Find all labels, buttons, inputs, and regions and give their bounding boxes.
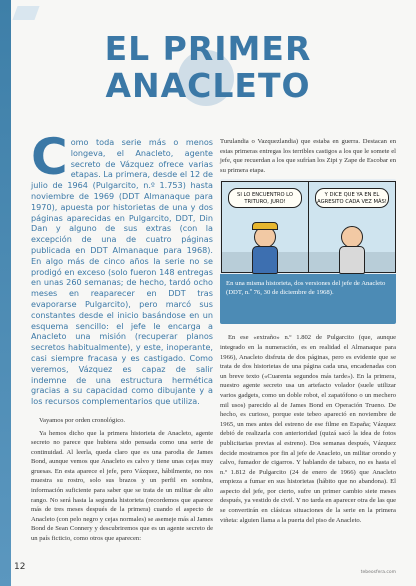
site-credit: tebeosfera.com xyxy=(360,570,396,575)
comic-panel-1 xyxy=(221,181,309,273)
lead-text: omo toda serie más o menos longeva, el Anacleto, agente secreto de Vázquez ofrece varias etapas. La primera, desde el 12 de julio de 1964 (Pulgarcito, n.º 1.753) hasta noviembre de 1969 (DDT Almanaque para 1970), apuesta por historietas de una y dos páginas aparecidas en Pulgarcito, DDT, Din Dan y alguno de sus extras (con la excepción de una de cuatro páginas publicada en DDT Almanaque para 1968). En algo más de cinco años la serie no se prodigó en exceso (solo fueron 148 entregas en unas 260 semanas; de hecho, tardó ocho meses en reaparecer en DDT tras evaporarse Pulgarcito), pero marcó sus constantes desde el inicio basándose en un esquema sencillo: el jefe le encarga a Anacleto una misión (recuperar planos secretos habitualmente), y este, inoperante, casi siempre fracasa y es castigado. Como veremos, Vázquez es capaz de salir indemne de una estructura hermética gracias a su capacidad como dibujante y a los recursos complementarios que utiliza. xyxy=(31,137,213,407)
corner-decoration xyxy=(12,6,39,20)
left-column xyxy=(31,128,213,547)
lead-paragraph xyxy=(31,128,213,407)
page-title xyxy=(0,30,416,104)
body-paragraph: Turulandia o Vazquezlandia) que estaba en guerra. Destacan en estas primeras entregas los terribles castigos a los que le somete el jefe, que recuerdan a los que sufrían los Zipi y Zape de Escobar en su primera etapa. xyxy=(220,138,396,174)
title-line-2: ANACLETO xyxy=(105,66,311,105)
title-line-1: EL PRIMER xyxy=(104,29,312,68)
title-block xyxy=(0,30,416,104)
speech-balloon: SI LO ENCUENTRO LO TRITURO, JURO! xyxy=(228,188,302,208)
right-column xyxy=(220,137,396,528)
body-paragraph: Ya hemos dicho que la primera historieta de Anacleto, agente secreto no parece que hubiera sido pensada como una serie de continuidad. Al leerla, queda claro que es una parodia de James Bond, aunque vemos que Anacleto es calvo y tiene unas cejas muy gruesas. En esta aparece el jefe, pero Vázquez, hábilmente, no nos muestra su rostro, solo sus brazos y un perfil en sombra, información suficiente para saber que se trata de un militar de alto rango. No será hasta la segunda historieta (recordemos que aparece más de tres meses después de la primera) cuando el aspecto de Anacleto (con pelo negro y cejas normales) se asemeje más al James Bond de Sean Connery y descubriremos que es un agente secreto de un país ficticio, como otros que aparecen: xyxy=(31,429,213,543)
body-paragraph: Vayamos por orden cronológico. xyxy=(39,416,126,424)
drop-cap: C xyxy=(31,128,68,186)
body-paragraph: En ese «extraño» n.º 1.802 de Pulgarcito (que, aunque integrado en la numeración, es en realidad el Almanaque para 1966), Anacleto disfruta de dos páginas, pero es evidente que se trata de dos historietas de una página cada una, encadenadas con un breve texto («Cuarenta segundos más tarde»). En la primera, nuestro agente secreto usa un artefacto volador (suele utilizar varios gadgets, como un doble robot, el zapatófono o un mechero mil usos) parecido al de James Bond en Operación Trueno. De hecho, es curioso, porque este tebeo apareció en noviembre de 1965, un mes antes del estreno de ese filme en España; Vázquez debió de realizarla con anterioridad (quizá sacó la idea de fotos publicitarias previas al estreno). Dos semanas después, Vázquez decide mostrarnos por fin al jefe de Anacleto, un militar orondo y calvo, fumador de cigarros. Y hablando de tabaco, no es hasta el n.º 1.812 de Pulgarcito (24 de enero de 1966) que Anacleto empieza a fumar en sus historietas (hábito que no abandona). El aspecto del jefe, por cierto, sufre un primer cambio siete meses después, ya vestido de civil. Y no tarda en aparecer otra de las que se convertirán en clásicas situaciones de la serie en la primera viñeta: alguien llama a la puerta del piso de Anacleto. xyxy=(220,334,396,524)
comic-panel-2 xyxy=(308,181,396,273)
speech-balloon: Y DICE QUE YA EN EL AGRESITO CADA VEZ MÁS! xyxy=(315,188,389,208)
figure-caption: En una misma historieta, dos versiones del jefe de Anacleto (DDT, n.º 76, 30 de diciembre de 1968). xyxy=(220,274,396,324)
comic-figure xyxy=(220,179,396,324)
page-number: 12 xyxy=(14,562,26,572)
